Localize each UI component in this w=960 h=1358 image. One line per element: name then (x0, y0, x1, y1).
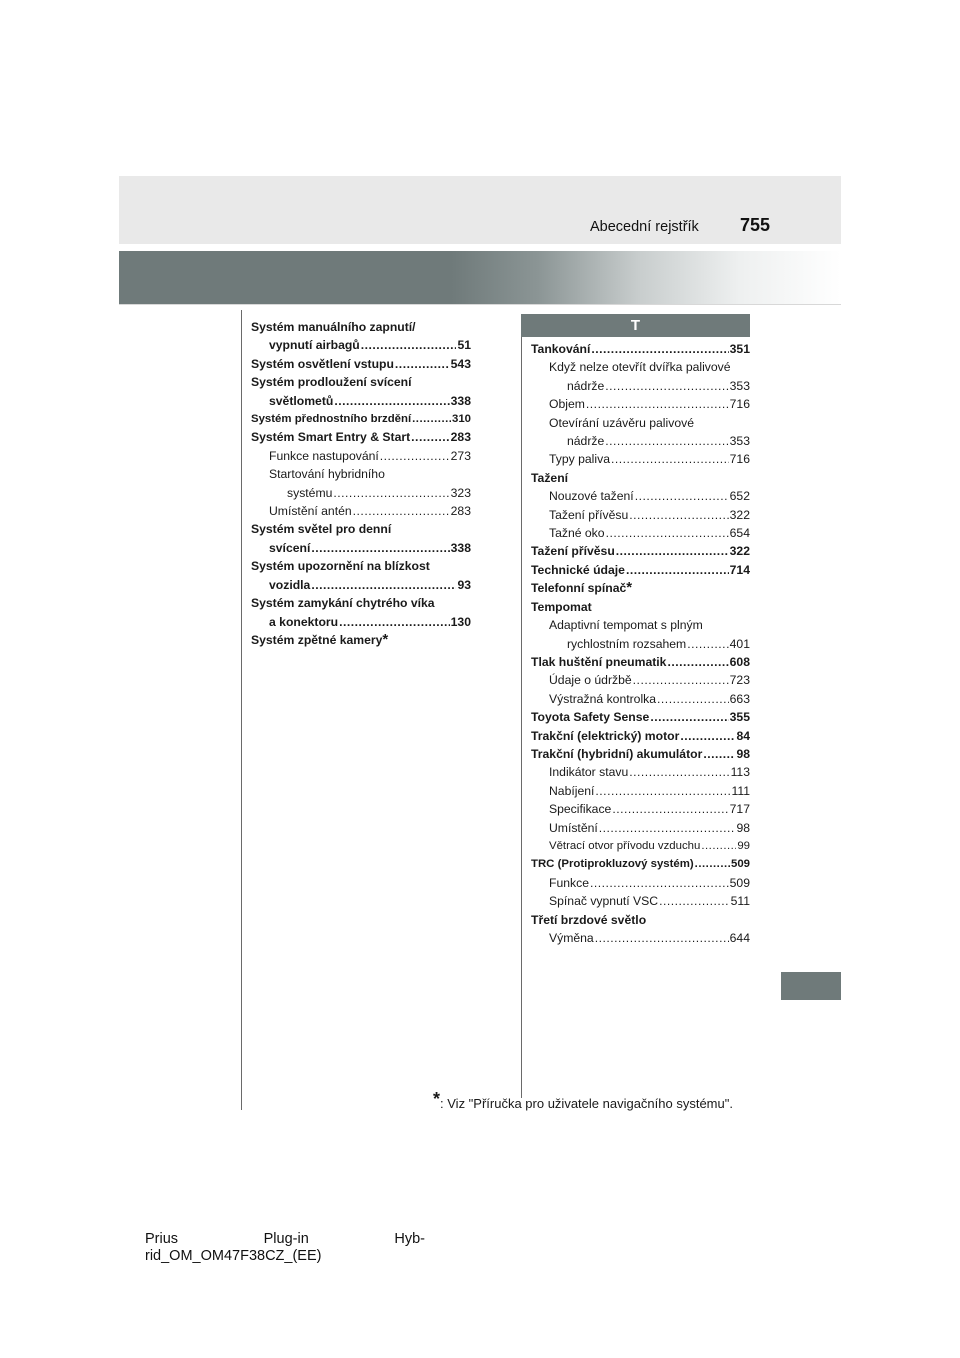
leader-dots (353, 502, 450, 520)
leader-dots (595, 782, 730, 800)
index-term: nádrže (567, 378, 605, 393)
leader-dots (411, 428, 449, 446)
index-term: Funkce (549, 875, 589, 890)
index-line (251, 410, 471, 428)
index-term: Adaptivní tempomat s plným (549, 618, 703, 633)
index-entry[interactable] (251, 631, 471, 649)
page-ref: 322 (729, 507, 750, 522)
page-ref: 283 (450, 430, 471, 445)
index-term: Systém prodloužení svícení (251, 375, 412, 390)
index-line (549, 432, 750, 450)
index-subentry[interactable] (531, 892, 750, 910)
page-ref: 714 (729, 562, 750, 577)
index-term: Systém zamykání chytrého víka (251, 596, 435, 611)
index-subentry[interactable] (531, 837, 750, 855)
index-line (531, 653, 750, 671)
index-line (549, 782, 750, 800)
page-ref: 355 (729, 710, 750, 725)
index-term: Systém přednostního brzdění (251, 413, 412, 426)
index-entry[interactable] (531, 855, 750, 873)
leader-dots (612, 800, 728, 818)
index-subentry[interactable] (531, 395, 750, 413)
index-line (549, 819, 750, 837)
footnote-text: : Viz "Příručka pro uživatele navigačního systému". (440, 1096, 733, 1111)
leader-dots (311, 539, 449, 557)
index-line (531, 855, 750, 873)
leader-dots (412, 410, 451, 428)
index-term: Údaje o údržbě (549, 673, 632, 688)
index-term: Tempomat (531, 599, 592, 614)
index-line (251, 392, 471, 410)
index-term: nádrže (567, 434, 605, 449)
index-term: Když nelze otevřít dvířka palivové (549, 360, 731, 375)
index-entry[interactable] (531, 469, 750, 487)
page-ref: 323 (450, 485, 471, 500)
index-entry[interactable] (251, 318, 471, 355)
index-term: Toyota Safety Sense (531, 710, 650, 725)
index-entry[interactable] (531, 579, 750, 597)
index-term: Systém osvětlení vstupu (251, 356, 394, 371)
index-term: systému (287, 485, 333, 500)
page-ref: 716 (729, 397, 750, 412)
index-line (251, 557, 471, 575)
index-term: Výměna (549, 931, 594, 945)
page-ref: 723 (729, 673, 750, 688)
index-term: TRC (Protiprokluzový systém) (531, 858, 694, 871)
page-ref: 716 (729, 452, 750, 467)
index-entry[interactable] (531, 911, 750, 929)
leader-dots (701, 837, 736, 855)
index-subentry[interactable] (531, 929, 750, 947)
index-line (549, 414, 750, 432)
index-term: Tankování (531, 342, 591, 356)
index-term: Trakční (elektrický) motor (531, 728, 680, 743)
leader-dots (703, 745, 735, 763)
index-line (531, 340, 750, 358)
index-line (549, 358, 750, 376)
index-line (531, 469, 750, 487)
leader-dots (687, 635, 728, 653)
index-term: Spínač vypnutí VSC (549, 894, 659, 909)
index-subentry[interactable] (251, 465, 471, 502)
footnote-asterisk: * (433, 1089, 441, 1109)
divider (119, 304, 841, 305)
leader-dots (380, 447, 450, 465)
index-entry[interactable] (251, 410, 471, 428)
page-ref: 511 (730, 894, 750, 909)
page-ref: 338 (450, 540, 471, 555)
page-ref: 351 (729, 342, 750, 356)
index-line (269, 447, 471, 465)
index-line (549, 929, 750, 947)
index-line (531, 561, 750, 579)
index-subentry[interactable] (531, 690, 750, 708)
decorative-gradient-band (119, 251, 841, 304)
index-term: Nouzové tažení (549, 489, 634, 504)
page-ref: 84 (736, 728, 750, 743)
index-subentry[interactable] (251, 447, 471, 465)
leader-dots (361, 336, 457, 354)
index-term: Tlak huštění pneumatik (531, 654, 667, 669)
document-footer (145, 1231, 425, 1265)
index-entry[interactable] (531, 653, 750, 671)
index-line: Systém zpětné kamery * (251, 630, 389, 648)
page-ref: 717 (729, 802, 750, 817)
index-entry[interactable] (531, 727, 750, 745)
leader-dots (611, 450, 729, 468)
index-line (251, 428, 471, 446)
index-entry[interactable] (531, 542, 750, 560)
index-term: Systém Smart Entry & Start (251, 430, 411, 445)
letter-heading: T (521, 314, 750, 337)
index-term: Objem (549, 397, 585, 412)
leader-dots (339, 613, 450, 631)
index-line (269, 465, 471, 483)
index-term: Typy paliva (549, 452, 610, 467)
page-ref: 663 (729, 691, 750, 706)
leader-dots (586, 395, 729, 413)
index-term: Systém upozornění na blízkost (251, 559, 430, 574)
footer-part: Plug-in (263, 1231, 309, 1247)
leader-dots (595, 929, 729, 947)
page-ref: 353 (729, 378, 750, 393)
page-ref: 608 (729, 654, 750, 669)
leader-dots (659, 892, 729, 910)
page-ref: 130 (450, 614, 471, 629)
leader-dots (657, 690, 729, 708)
index-subentry[interactable] (531, 414, 750, 451)
index-line (549, 506, 750, 524)
index-entry[interactable] (531, 745, 750, 763)
index-entry[interactable] (531, 598, 750, 616)
leader-dots (633, 671, 729, 689)
index-line (251, 355, 471, 373)
index-term: rychlostním rozsahem (567, 636, 687, 651)
index-line (549, 395, 750, 413)
index-entry[interactable] (251, 428, 471, 446)
index-line (531, 708, 750, 726)
leader-dots (605, 377, 728, 395)
page-ref: 652 (729, 489, 750, 504)
index-subentry[interactable] (531, 506, 750, 524)
page-ref: 353 (729, 434, 750, 449)
index-line (549, 892, 750, 910)
leader-dots (695, 855, 730, 873)
index-line: Telefonní spínač * (531, 579, 633, 597)
page-ref: 543 (450, 356, 471, 371)
index-line (549, 524, 750, 542)
page-ref: 93 (457, 577, 471, 592)
index-line (531, 598, 750, 616)
index-term: Trakční (hybridní) akumulátor (531, 746, 703, 761)
page-ref: 113 (730, 765, 750, 780)
index-term: Umístění (549, 820, 598, 835)
index-term: Umístění antén (269, 504, 352, 519)
index-entry[interactable] (531, 340, 750, 358)
leader-dots (395, 355, 450, 373)
index-term: Výstražná kontrolka (549, 691, 657, 706)
leader-dots (650, 708, 728, 726)
leader-dots (605, 432, 728, 450)
index-term: Systém zpětné kamery (251, 632, 383, 647)
index-term: Otevírání uzávěru palivové (549, 415, 694, 430)
index-line (549, 487, 750, 505)
index-line (531, 542, 750, 560)
index-entry[interactable] (251, 520, 471, 557)
index-subentry[interactable] (531, 800, 750, 818)
index-subentry[interactable] (531, 358, 750, 395)
index-line (531, 727, 750, 745)
leader-dots (333, 484, 449, 502)
index-line (251, 594, 471, 612)
index-line (549, 450, 750, 468)
index-line (251, 539, 471, 557)
index-subentry[interactable] (531, 450, 750, 468)
page-ref: 401 (729, 636, 750, 651)
leader-dots (629, 763, 729, 781)
index-term: Systém manuálního zapnutí/ (251, 320, 416, 334)
index-subentry[interactable] (251, 502, 471, 520)
index-subentry[interactable] (531, 616, 750, 653)
index-entry[interactable] (251, 373, 471, 410)
leader-dots (599, 819, 736, 837)
index-line (549, 377, 750, 395)
thumb-index-tab[interactable] (781, 972, 841, 1000)
footer-code: rid_OM_OM47F38CZ_(EE) (145, 1248, 322, 1264)
page-ref: 644 (729, 931, 750, 945)
index-entry[interactable] (251, 355, 471, 373)
index-term: Tažné oko (549, 526, 605, 541)
leader-dots (616, 542, 729, 560)
leader-dots (606, 524, 729, 542)
index-line (531, 911, 750, 929)
index-subentry[interactable] (531, 819, 750, 837)
leader-dots (667, 653, 728, 671)
index-term: Větrací otvor přívodu vzduchu (549, 839, 701, 852)
column-rule-middle (521, 336, 522, 1098)
index-line (531, 745, 750, 763)
page-ref: 654 (729, 526, 750, 541)
index-entry[interactable] (251, 557, 471, 594)
section-title: Abecední rejstřík (590, 219, 699, 235)
index-subentry[interactable] (531, 782, 750, 800)
index-subentry[interactable] (531, 874, 750, 892)
index-entry[interactable] (251, 594, 471, 631)
index-line (251, 520, 471, 538)
page-ref: 509 (730, 858, 750, 871)
index-line (549, 671, 750, 689)
page-ref: 310 (451, 413, 471, 426)
page-number: 755 (740, 215, 771, 235)
index-term: Telefonní spínač (531, 581, 627, 596)
index-term: Tažení přívěsu (531, 544, 615, 559)
leader-dots (629, 506, 728, 524)
page-ref: 98 (736, 746, 750, 761)
leader-dots (680, 727, 735, 745)
index-line (549, 616, 750, 634)
leader-dots (591, 340, 728, 358)
index-term: Indikátor stavu (549, 765, 629, 780)
index-term: Startování hybridního (269, 467, 385, 482)
index-term: Tažení (531, 470, 569, 485)
index-line (549, 874, 750, 892)
leader-dots (590, 874, 729, 892)
page-ref: 338 (450, 393, 471, 408)
index-term: světlometů (269, 393, 334, 408)
index-line (251, 576, 471, 594)
leader-dots (334, 392, 449, 410)
footnote (433, 1089, 733, 1111)
index-subentry[interactable] (531, 763, 750, 781)
index-column-left (251, 318, 471, 649)
index-column-right (531, 340, 750, 947)
index-line (549, 800, 750, 818)
page-ref: 273 (450, 448, 471, 463)
index-line (251, 336, 471, 354)
index-entry[interactable] (531, 561, 750, 579)
leader-dots (635, 487, 729, 505)
index-subentry[interactable] (531, 524, 750, 542)
index-term: Systém světel pro denní (251, 522, 392, 537)
page-ref: 283 (450, 504, 471, 519)
index-line (549, 837, 750, 855)
leader-dots (311, 576, 456, 594)
index-subentry[interactable] (531, 487, 750, 505)
footer-part: Hyb- (394, 1231, 425, 1247)
index-line (549, 763, 750, 781)
index-line (251, 373, 471, 391)
column-rule-left (241, 310, 242, 1110)
index-term: Specifikace (549, 802, 612, 817)
page-ref: 99 (737, 839, 750, 852)
index-term: vozidla (269, 577, 311, 592)
header-band (119, 176, 841, 244)
index-line (269, 502, 471, 520)
index-term: Technické údaje (531, 562, 625, 577)
page-ref: 98 (736, 820, 750, 835)
leader-dots (626, 561, 729, 579)
index-line (549, 635, 750, 653)
page-ref: 322 (729, 544, 750, 559)
index-subentry[interactable] (531, 671, 750, 689)
index-term: vypnutí airbagů (269, 338, 360, 353)
index-term: Funkce nastupování (269, 448, 379, 463)
footer-part: Prius (145, 1231, 179, 1247)
page-ref: 111 (731, 783, 750, 798)
index-line (251, 318, 471, 336)
index-term: Nabíjení (549, 783, 595, 798)
index-line (269, 484, 471, 502)
page-ref: 51 (457, 338, 471, 353)
index-term: Třetí brzdové světlo (531, 912, 647, 927)
index-entry[interactable] (531, 708, 750, 726)
page-ref: 509 (729, 875, 750, 890)
index-term: svícení (269, 540, 311, 555)
index-line (549, 690, 750, 708)
index-term: Tažení přívěsu (549, 507, 629, 522)
index-line (251, 613, 471, 631)
index-term: a konektoru (269, 614, 339, 629)
